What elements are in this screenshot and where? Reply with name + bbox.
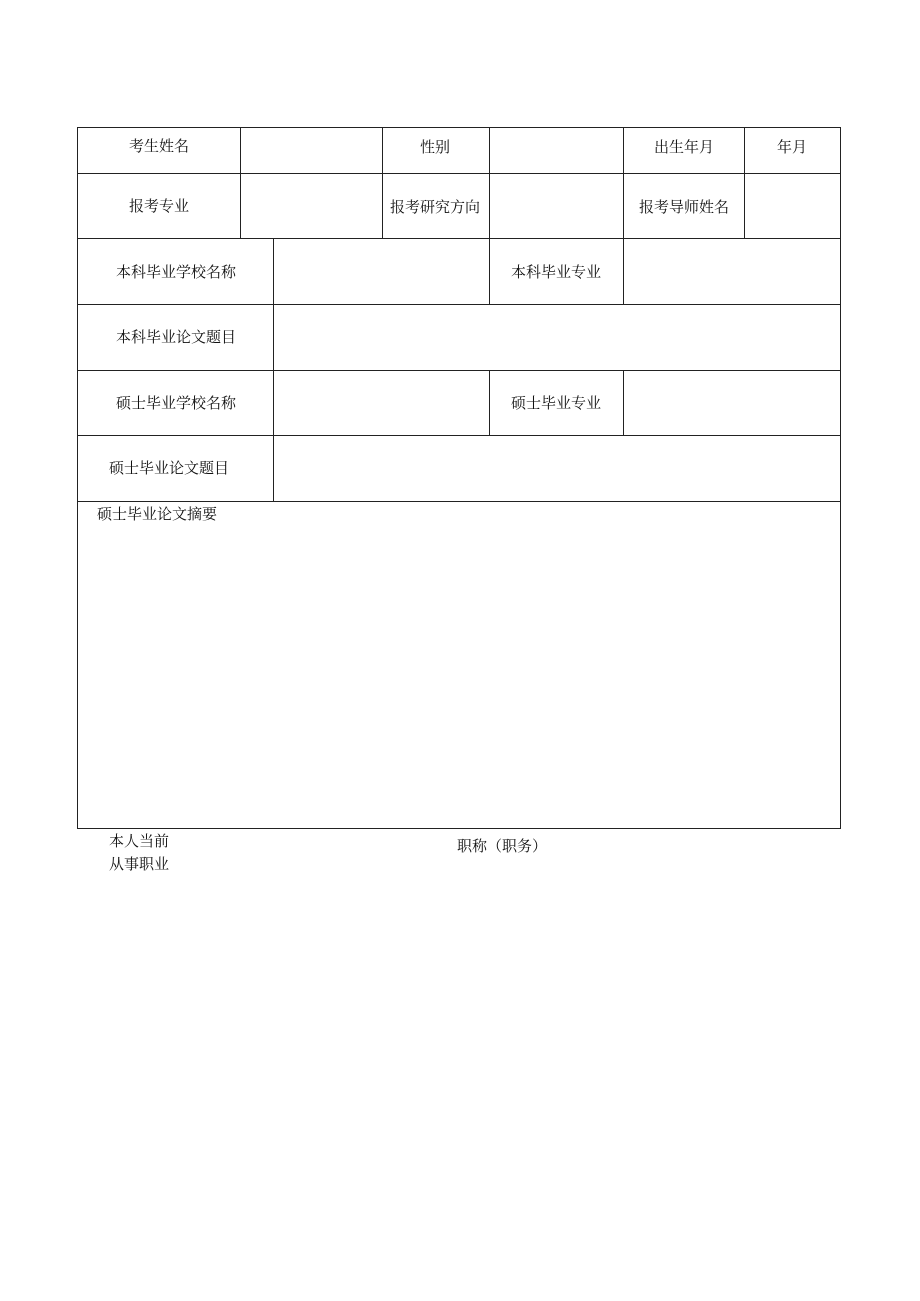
undergrad-thesis-field[interactable] xyxy=(274,305,840,370)
masters-abstract-label: 硕士毕业论文摘要 xyxy=(97,505,218,523)
current-occupation-label-line2: 从事职业 xyxy=(109,855,170,873)
birth-date-label: 出生年月 xyxy=(653,138,715,156)
gender-label: 性别 xyxy=(419,138,451,156)
supervisor-name-label: 报考导师姓名 xyxy=(638,198,730,216)
birth-date-value: 年月 xyxy=(776,138,808,156)
current-occupation-label xyxy=(109,830,169,876)
undergrad-school-field[interactable] xyxy=(274,239,489,304)
column-divider xyxy=(489,238,490,304)
masters-abstract-field[interactable] xyxy=(78,526,840,828)
masters-thesis-label: 硕士毕业论文题目 xyxy=(108,459,230,477)
masters-major-field[interactable] xyxy=(624,371,840,435)
applied-major-label: 报考专业 xyxy=(128,197,190,215)
application-form-table xyxy=(77,127,841,829)
research-direction-label: 报考研究方向 xyxy=(389,198,481,216)
masters-school-field[interactable] xyxy=(274,371,489,435)
masters-thesis-field[interactable] xyxy=(274,436,840,501)
applied-major-field[interactable] xyxy=(241,174,382,238)
professional-title-label: 职称（职务） xyxy=(457,837,548,855)
candidate-name-field[interactable] xyxy=(241,128,382,173)
row-divider xyxy=(78,501,840,502)
undergrad-thesis-label: 本科毕业论文题目 xyxy=(115,328,237,346)
undergrad-major-label: 本科毕业专业 xyxy=(510,263,602,281)
undergrad-major-field[interactable] xyxy=(624,239,840,304)
column-divider xyxy=(382,128,383,238)
masters-school-label: 硕士毕业学校名称 xyxy=(115,394,237,412)
column-divider xyxy=(623,128,624,238)
current-occupation-label-line1: 本人当前 xyxy=(109,832,170,850)
birth-date-field[interactable] xyxy=(745,128,840,173)
masters-major-label: 硕士毕业专业 xyxy=(510,394,602,412)
research-direction-field[interactable] xyxy=(490,174,623,238)
gender-field[interactable] xyxy=(490,128,623,173)
undergrad-school-label: 本科毕业学校名称 xyxy=(115,263,237,281)
candidate-name-label: 考生姓名 xyxy=(128,137,190,155)
column-divider xyxy=(489,370,490,435)
supervisor-name-field[interactable] xyxy=(745,174,840,238)
row-divider xyxy=(78,173,840,174)
